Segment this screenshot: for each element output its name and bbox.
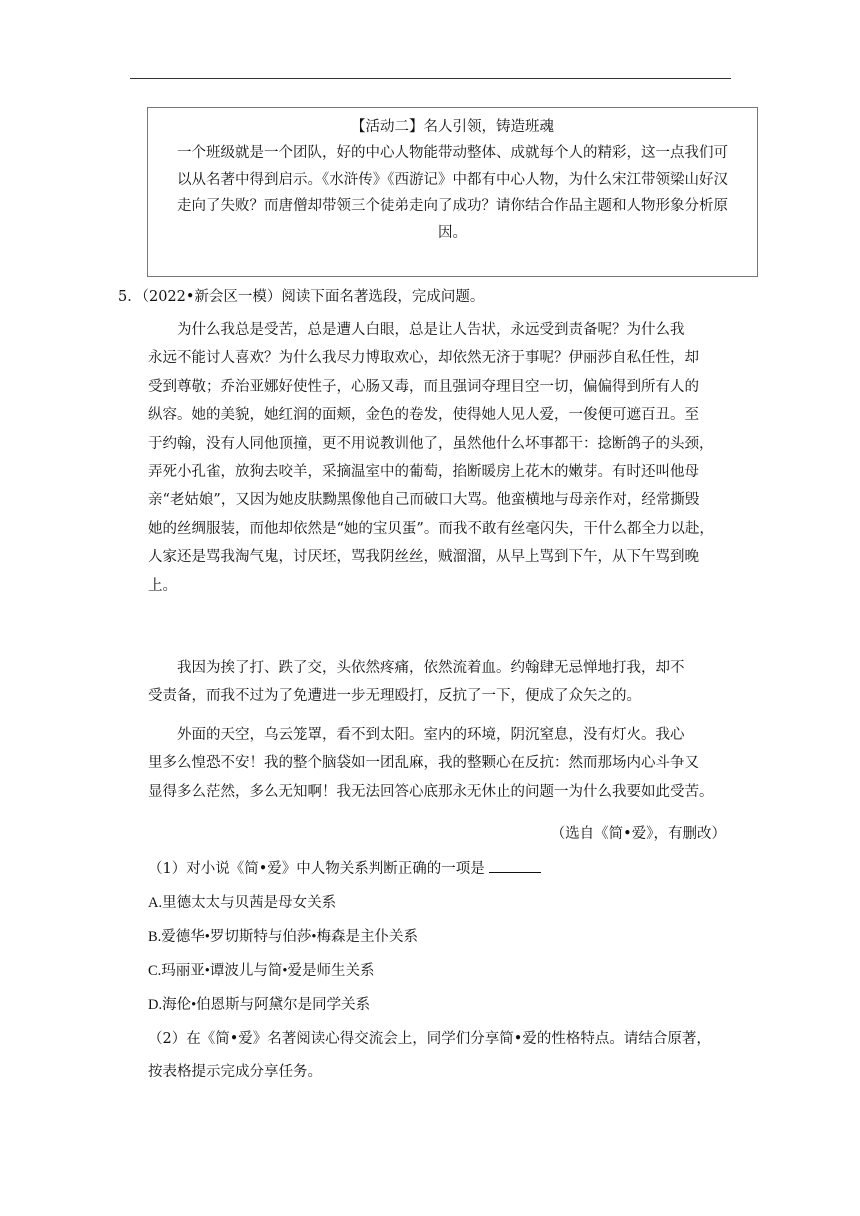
sub-question-2-line-2: 按表格提示完成分享任务。 [148, 1064, 322, 1080]
passage-line: 永远不能讨人喜欢？为什么我尽力博取欢心，却依然无济于事呢？伊丽莎自私任性，却 [148, 350, 699, 367]
option-c: C.玛丽亚•谭波儿与简•爱是师生关系 [148, 963, 375, 979]
passage-line: 为什么我总是受苦，总是遭人白眼，总是让人告状，永远受到责备呢？为什么我 [177, 322, 685, 338]
option-b: B.爱德华•罗切斯特与伯莎•梅森是主仆关系 [148, 929, 418, 945]
question-header: 5．（2022•新会区一模）阅读下面名著选段，完成问题。 [118, 289, 485, 305]
passage-line: 于约翰，没有人同他顶撞，更不用说教训他了，虽然他什么坏事都干：捻断鸽子的头颈， [148, 435, 714, 452]
passage-line: 人家还是骂我淘气鬼，讨厌坯，骂我阴丝丝，贼溜溜，从早上骂到下午，从下午骂到晚 [148, 549, 699, 566]
passage-line: 纵容。她的美貌，她红润的面颊，金色的卷发，使得她人见人爱，一俊便可遮百丑。至 [148, 407, 699, 424]
passage-line: 受到尊敬；乔治亚娜好使性子，心肠又毒，而且强词夺理目空一切，偏偏得到所有人的 [148, 378, 699, 395]
activity-line: 以从名著中得到启示。《水浒传》《西游记》中都有中心人物，为什么宋江带领梁山好汉 [177, 171, 728, 188]
passage-paragraph-3 [148, 721, 730, 806]
activity-line: 因。 [438, 224, 467, 241]
passage-line: 上。 [148, 577, 177, 594]
option-a: A.里德太太与贝茜是母女关系 [148, 895, 337, 911]
activity-line: 一个班级就是一个团队，好的中心人物能带动整体、成就每个人的精彩，这一点我们可 [177, 145, 728, 161]
sub-question-1-text: （1）对小说《简•爱》中人物关系判断正确的一项是 [148, 861, 485, 877]
passage-line: 显得多么茫然，多么无知啊！我无法回答心底那永无休止的问题一为什么我要如此受苦。 [148, 783, 714, 800]
activity-line: 走向了失败？而唐僧却带领三个徒弟走向了成功？请你结合作品主题和人物形象分析原 [177, 198, 728, 214]
activity-title: 【活动二】名人引领，铸造班魂 [351, 119, 554, 135]
passage-line: 弄死小孔雀，放狗去咬羊，采摘温室中的葡萄，掐断暖房上花木的嫩芽。有时还叫他母 [148, 464, 699, 481]
sub-question-1 [148, 858, 541, 880]
answer-blank[interactable] [489, 858, 541, 873]
header-rule [130, 78, 731, 79]
passage-line: 受责备，而我不过为了免遭进一步无理殴打，反抗了一下，便成了众矢之的。 [148, 688, 641, 705]
passage-line: 我因为挨了打、跌了交，头依然疼痛，依然流着血。约翰肆无忌惮地打我，却不 [177, 660, 685, 676]
passage-line: 亲“老姑娘”，又因为她皮肤黝黑像他自己而破口大骂。他蛮横地与母亲作对，经常撕毁 [148, 492, 700, 509]
passage-line: 里多么惶恐不安！我的整个脑袋如一团乱麻，我的整颗心在反抗：然而那场内心斗争又 [148, 755, 699, 772]
passage-source: （选自《简•爱》，有删改） [550, 826, 726, 842]
passage-line: 她的丝绸服装，而他却依然是“她的宝贝蛋”。而我不敢有丝毫闪失，干什么都全力以赴， [148, 520, 714, 537]
activity-box [147, 107, 758, 277]
passage-paragraph-1 [148, 316, 730, 600]
passage-line: 外面的天空，乌云笼罩，看不到太阳。室内的环境，阴沉窒息，没有灯火。我心 [177, 727, 685, 743]
activity-text [152, 140, 753, 246]
sub-question-2-line-1: （2）在《简•爱》名著阅读心得交流会上，同学们分享简•爱的性格特点。请结合原著， [148, 1031, 711, 1047]
option-d: D.海伦•伯恩斯与阿黛尔是同学关系 [148, 997, 371, 1013]
passage-paragraph-2 [148, 654, 730, 711]
